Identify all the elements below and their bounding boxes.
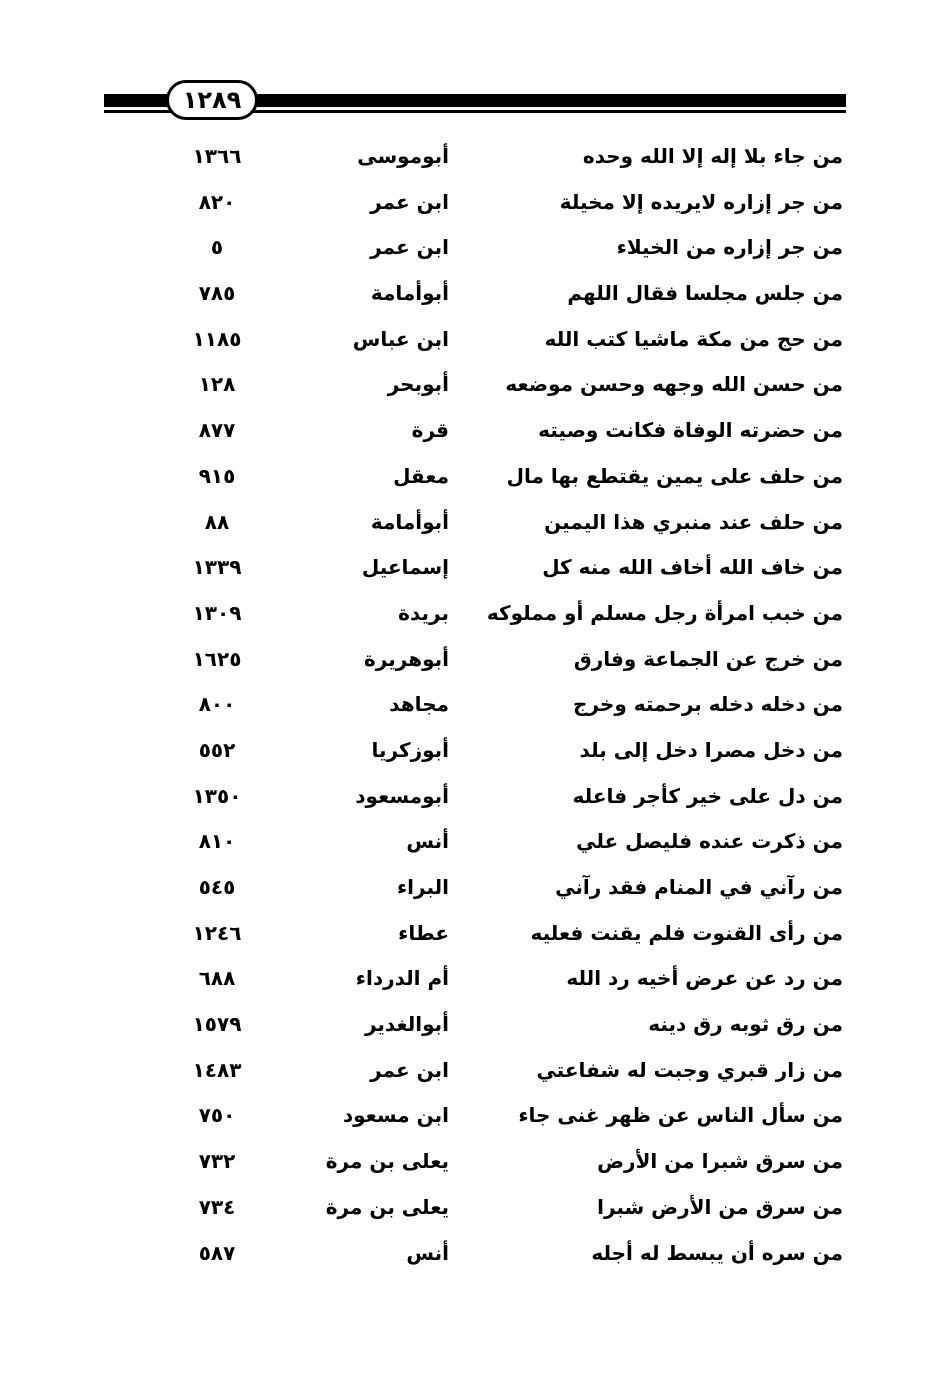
narrator-name: معقل bbox=[393, 463, 449, 488]
hadith-text: من جر إزاره من الخيلاء bbox=[616, 235, 843, 260]
hadith-number: ٥ bbox=[210, 235, 224, 260]
index-row bbox=[0, 911, 939, 957]
hadith-number: ٧٥٠ bbox=[198, 1103, 236, 1128]
narrator-name: البراء bbox=[396, 875, 449, 899]
hadith-number: ١٣٦٦ bbox=[192, 144, 242, 168]
index-row bbox=[0, 180, 939, 226]
index-row bbox=[0, 865, 939, 911]
narrator-name: أبوهريرة bbox=[364, 646, 449, 671]
narrator-name: إسماعيل bbox=[361, 555, 449, 580]
index-row bbox=[0, 682, 939, 728]
index-row bbox=[0, 225, 939, 271]
index-row bbox=[0, 774, 939, 820]
hadith-number: ٧٣٢ bbox=[198, 1149, 236, 1174]
hadith-text: من حج من مكة ماشيا كتب الله bbox=[544, 326, 843, 351]
page-header bbox=[104, 86, 846, 120]
hadith-text: من حسن الله وجهه وحسن موضعه bbox=[505, 372, 843, 397]
index-row bbox=[0, 637, 939, 683]
narrator-name: أبومسعود bbox=[355, 783, 449, 808]
hadith-text: من جر إزاره لايريده إلا مخيلة bbox=[559, 189, 843, 214]
narrator-name: أم الدرداء bbox=[355, 966, 449, 991]
narrator-name: بريدة bbox=[398, 600, 449, 625]
hadith-text: من حلف عند منبري هذا اليمين bbox=[544, 509, 843, 534]
hadith-number: ٩١٥ bbox=[198, 463, 236, 488]
hadith-text: من خبب امرأة رجل مسلم أو مملوكه bbox=[486, 600, 843, 625]
index-row bbox=[0, 1185, 939, 1231]
hadith-number: ٥٥٢ bbox=[198, 737, 236, 762]
hadith-text: من دخله دخله برحمته وخرج bbox=[573, 692, 843, 717]
hadith-text: من دل على خير كأجر فاعله bbox=[572, 783, 843, 808]
hadith-number: ٨٧٧ bbox=[198, 418, 236, 443]
index-row bbox=[0, 956, 939, 1002]
narrator-name: ابن مسعود bbox=[342, 1103, 449, 1128]
narrator-name: أنس bbox=[406, 1240, 449, 1265]
narrator-name: مجاهد bbox=[389, 692, 449, 717]
hadith-number: ٧٨٥ bbox=[198, 281, 236, 306]
hadith-text: من سره أن يبسط له أجله bbox=[591, 1240, 843, 1265]
index-row bbox=[0, 1231, 939, 1277]
narrator-name: أنس bbox=[406, 829, 449, 854]
narrator-name: يعلى بن مرة bbox=[325, 1194, 449, 1219]
index-row bbox=[0, 545, 939, 591]
narrator-name: أبوأمامة bbox=[370, 281, 449, 306]
narrator-name: ابن عباس bbox=[352, 326, 449, 351]
hadith-text: من رد عن عرض أخيه رد الله bbox=[566, 966, 843, 991]
hadith-number: ٨٠٠ bbox=[198, 692, 236, 717]
narrator-name: قرة bbox=[411, 418, 449, 443]
hadith-text: من رق ثوبه رق دينه bbox=[648, 1012, 843, 1037]
narrator-name: ابن عمر bbox=[370, 189, 449, 214]
narrator-name: ابن عمر bbox=[370, 235, 449, 260]
hadith-text: من زار قبري وجبت له شفاعتي bbox=[536, 1057, 843, 1082]
hadith-number: ١٢٨ bbox=[198, 372, 236, 397]
narrator-name: أبوالغدير bbox=[364, 1012, 449, 1037]
hadith-number: ١٣٠٩ bbox=[192, 600, 242, 625]
hadith-number: ١١٨٥ bbox=[192, 326, 242, 351]
hadith-text: من رأى القنوت فلم يقنت فعليه bbox=[530, 920, 843, 945]
hadith-text: من دخل مصرا دخل إلى بلد bbox=[579, 737, 843, 762]
hadith-number: ٦٨٨ bbox=[198, 966, 236, 991]
hadith-number: ٨٨ bbox=[204, 509, 230, 534]
index-row bbox=[0, 728, 939, 774]
hadith-number: ٧٣٤ bbox=[198, 1194, 236, 1219]
narrator-name: أبوأمامة bbox=[370, 509, 449, 534]
index-row bbox=[0, 1002, 939, 1048]
hadith-text: من رآني في المنام فقد رآني bbox=[555, 875, 843, 899]
hadith-text: من خرج عن الجماعة وفارق bbox=[573, 646, 843, 671]
narrator-name: أبوزكريا bbox=[371, 737, 449, 762]
hadith-number: ١٤٨٣ bbox=[192, 1057, 242, 1082]
hadith-number: ١٢٤٦ bbox=[192, 920, 242, 945]
index-row bbox=[0, 408, 939, 454]
index-list bbox=[0, 134, 939, 1276]
index-row bbox=[0, 317, 939, 363]
hadith-text: من سرق من الأرض شبرا bbox=[597, 1194, 843, 1219]
hadith-number: ١٣٣٩ bbox=[192, 555, 242, 580]
index-row bbox=[0, 819, 939, 865]
page-number: ١٢٨٩ bbox=[166, 80, 258, 120]
index-row bbox=[0, 500, 939, 546]
hadith-number: ٥٨٧ bbox=[198, 1240, 236, 1265]
hadith-number: ٨٢٠ bbox=[198, 189, 236, 214]
hadith-text: من حضرته الوفاة فكانت وصيته bbox=[538, 418, 843, 443]
index-row bbox=[0, 1093, 939, 1139]
hadith-number: ١٥٧٩ bbox=[192, 1012, 242, 1037]
index-row bbox=[0, 271, 939, 317]
narrator-name: عطاء bbox=[398, 920, 449, 945]
narrator-name: ابن عمر bbox=[370, 1057, 449, 1082]
hadith-text: من جاء بلا إله إلا الله وحده bbox=[582, 144, 843, 168]
index-row bbox=[0, 1048, 939, 1094]
hadith-text: من سرق شبرا من الأرض bbox=[597, 1149, 843, 1174]
hadith-number: ٥٤٥ bbox=[198, 875, 236, 899]
narrator-name: أبوموسى bbox=[357, 144, 449, 168]
narrator-name: يعلى بن مرة bbox=[325, 1149, 449, 1174]
narrator-name: أبوبحر bbox=[387, 372, 449, 397]
hadith-number: ١٣٥٠ bbox=[192, 783, 242, 808]
hadith-text: من جلس مجلسا فقال اللهم bbox=[567, 281, 843, 306]
index-row bbox=[0, 591, 939, 637]
index-row bbox=[0, 454, 939, 500]
hadith-text: من سأل الناس عن ظهر غنى جاء bbox=[518, 1103, 843, 1128]
index-row bbox=[0, 134, 939, 180]
index-row bbox=[0, 362, 939, 408]
hadith-text: من حلف على يمين يقتطع بها مال bbox=[506, 463, 843, 488]
hadith-text: من خاف الله أخاف الله منه كل bbox=[542, 555, 843, 580]
hadith-number: ٨١٠ bbox=[198, 829, 236, 854]
hadith-number: ١٦٢٥ bbox=[192, 646, 242, 671]
hadith-text: من ذكرت عنده فليصل علي bbox=[576, 829, 843, 854]
index-row bbox=[0, 1139, 939, 1185]
